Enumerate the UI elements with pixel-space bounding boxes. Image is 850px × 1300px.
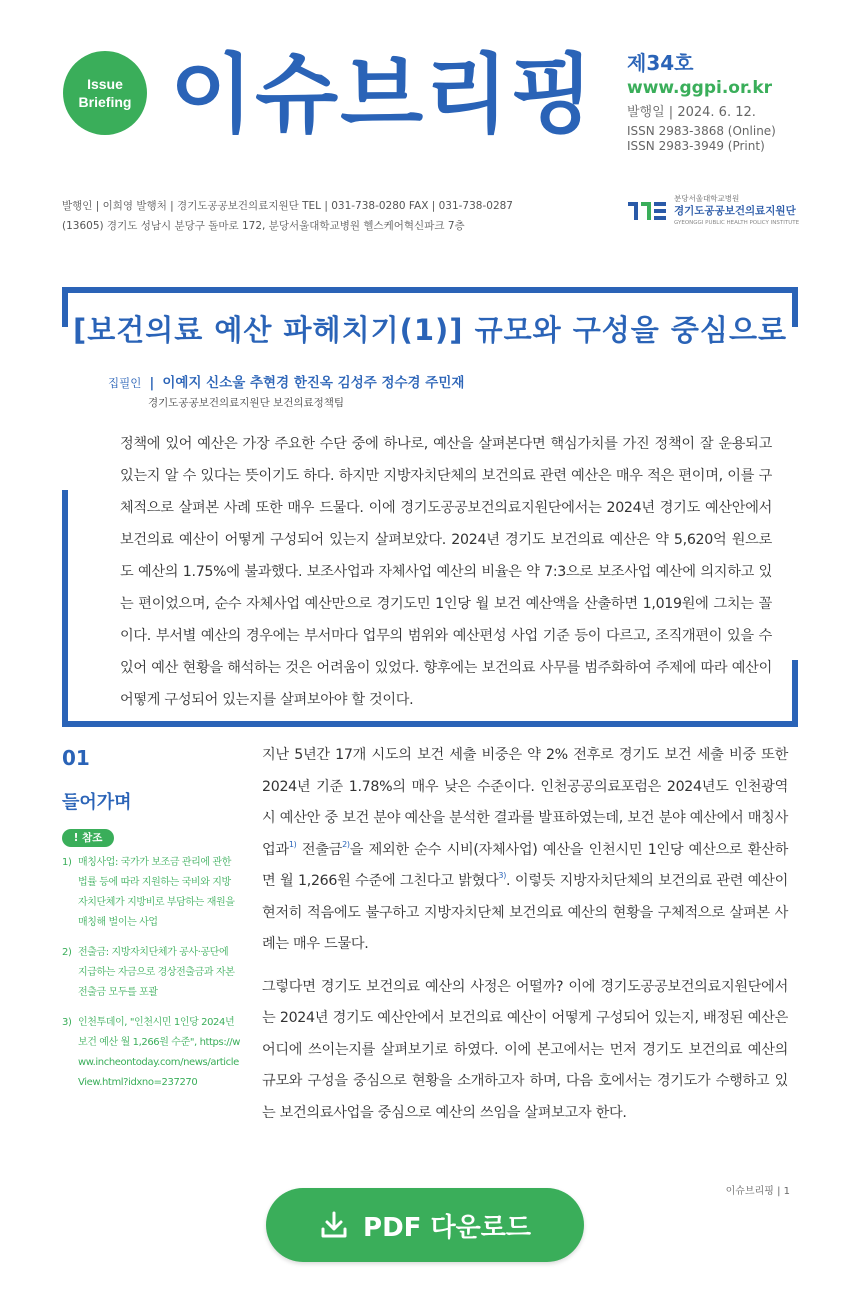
authors-separator: | — [149, 376, 155, 391]
frame-bottom-right-border — [792, 660, 798, 727]
institution-logo — [628, 193, 799, 229]
paragraph-1-part: 전출금 — [296, 841, 343, 858]
download-icon — [319, 1210, 349, 1240]
publisher-info — [62, 196, 513, 236]
publish-date: 발행일 | 2024. 6. 12. — [627, 105, 756, 120]
section-number: 01 — [62, 746, 90, 770]
issn-print: ISSN 2983-3949 (Print) — [627, 139, 765, 153]
authors-line — [108, 373, 464, 394]
authors-label: 집필인 — [108, 376, 142, 390]
footnote-text: 매칭사업: 국가가 보조금 관리에 관한 법률 등에 따라 지원하는 국비와 지방자치단체가 지방비로 부담하는 재원을 매칭해 벌이는 사업 — [78, 857, 235, 928]
publisher-address: (13605) 경기도 성남시 분당구 돌마로 172, 분당서울대학교병원 헬스케어혁신파크 7층 — [62, 220, 465, 232]
pdf-download-button[interactable] — [266, 1188, 584, 1262]
section-title: 들어가며 — [62, 792, 132, 813]
frame-bottom-left-border — [62, 490, 68, 727]
paragraph-1-part: . 이렇듯 지방자치단체의 보건의료 관련 예산이 현저히 적음에도 불구하고 지방자치단체 보건의료 예산의 현황을 구체적으로 살펴본 사례는 매우 드물다. — [262, 873, 788, 952]
institution-university: 분당서울대학교병원 — [674, 194, 740, 203]
article-title: [보건의료 예산 파헤치기(1)] 규모와 구성을 중심으로 — [73, 313, 787, 347]
institution-name: 경기도공공보건의료지원단 — [674, 205, 796, 217]
footnote-number: 3) — [62, 1017, 72, 1028]
author-names: 이예지 신소울 추현경 한진옥 김성주 정수경 주민재 — [162, 375, 465, 391]
issue-number: 제34호 — [627, 51, 694, 75]
frame-top-border — [62, 287, 798, 293]
institution-english-name: GYEONGGI PUBLIC HEALTH POLICY INSTITUTE — [674, 220, 800, 226]
paragraph-1-part: 을 제외한 순수 시비(자체사업) 예산을 인천시민 1인당 예산으로 환산하면 월 1,266원 수준에 그친다고 밝혔다 — [262, 841, 788, 889]
paragraph-1-part: 지난 5년간 17개 시도의 보건 세출 비중은 약 2% 전후로 경기도 보건 세출 비중 또한 2024년 기준 1.78%의 매우 낮은 수준이다. 인천공공의료포럼은 2024년도 인천광역시 예산안 중 보건 분야 예산을 분석한 결과를 발표하였는데, 보건 분야 예산에서 매칭사업과 — [262, 747, 788, 858]
footnote-2 — [62, 943, 240, 1003]
footnotes — [62, 853, 240, 1103]
footnote-ref-3[interactable]: 3) — [498, 871, 507, 880]
author-affiliation: 경기도공공보건의료지원단 보건의료정책팀 — [148, 397, 345, 409]
footnote-text[interactable]: 인천투데이, "인천시민 1인당 2024년 보건 예산 월 1,266원 수준", https://www.incheontoday.com/news/articleView.html?idxno=237270 — [78, 1017, 241, 1088]
footnote-ref-2[interactable]: 2) — [342, 839, 350, 849]
footnote-number: 1) — [62, 857, 72, 868]
masthead-title: 이슈브리핑 — [170, 45, 596, 145]
issue-info — [627, 50, 776, 154]
footnote-text: 전출금: 지방자치단체가 공사·공단에 지급하는 자금으로 경상전출금과 자본 전출금 모두를 포괄 — [78, 947, 235, 998]
publisher-line1: 발행인 | 이희영 발행처 | 경기도공공보건의료지원단 TEL | 031-738-0280 FAX | 031-738-0287 — [62, 200, 513, 212]
footnote-1 — [62, 853, 240, 933]
section-body — [262, 740, 788, 1140]
website-link[interactable]: www.ggpi.or.kr — [627, 78, 773, 98]
institution-mark-icon — [628, 200, 666, 222]
badge-line1: Issue — [87, 76, 123, 92]
page-footer: 이슈브리핑 | 1 — [725, 1186, 790, 1197]
paragraph-2: 그렇다면 경기도 보건의료 예산의 사정은 어떨까? 이에 경기도공공보건의료지원단에서는 2024년 경기도 예산안에서 보건의료 예산이 어떻게 구성되어 있는지, 배정된 예산은 어디에 쓰이는지를 살펴보기로 하였다. 이에 본고에서는 먼저 경기도 보건의료 예산의 규모와 구성을 중심으로 현황을 소개하고자 하며, 다음 호에서는 경기도가 수행하고 있는 보건의료사업을 중심으로 예산의 쓰임을 살펴보고자 한다. — [262, 978, 788, 1121]
frame-bottom-border — [62, 721, 798, 727]
paragraph-1 — [262, 740, 788, 961]
issue-briefing-badge — [63, 51, 147, 135]
abstract: 정책에 있어 예산은 가장 주요한 수단 중에 하나로, 예산을 살펴본다면 핵심가치를 가진 정책이 잘 운용되고 있는지 알 수 있다는 뜻이기도 하다. 하지만 지방자치단체의 보건의료 관련 예산은 매우 적은 편이며, 이를 구체적으로 살펴본 사례 또한 매우 드물다. 이에 경기도공공보건의료지원단에서는 2024년 경기도 예산안에서 보건의료 예산이 어떻게 구성되어 있는지 살펴보았다. 2024년 경기도 보건의료 예산은 약 5,620억 원으로 도 예산의 1.75%에 불과했다. 보조사업과 자체사업 예산의 비율은 약 7:3으로 보조사업 예산에 의지하고 있는 편이었으며, 순수 자체사업 예산만으로 경기도민 1인당 월 보건 예산액을 산출하면 1,019원에 그치는 꼴이다. 부서별 예산의 경우에는 부서마다 업무의 범위와 예산편성 사업 기준 등이 다르고, 조직개편이 있을 수 있어 예산 현황을 해석하는 것은 어려움이 있었다. 향후에는 보건의료 사무를 범주화하여 주제에 따라 예산이 어떻게 구성되어 있는지를 살펴보아야 할 것이다. — [120, 436, 772, 708]
badge-line2: Briefing — [78, 94, 132, 110]
pdf-download-label: PDF 다운로드 — [363, 1212, 531, 1243]
issn-online: ISSN 2983-3868 (Online) — [627, 124, 776, 138]
footnote-number: 2) — [62, 947, 72, 958]
footnote-3 — [62, 1013, 240, 1093]
reference-badge: ! 참조 — [62, 829, 114, 847]
footnote-ref-1[interactable]: 1) — [288, 839, 297, 849]
